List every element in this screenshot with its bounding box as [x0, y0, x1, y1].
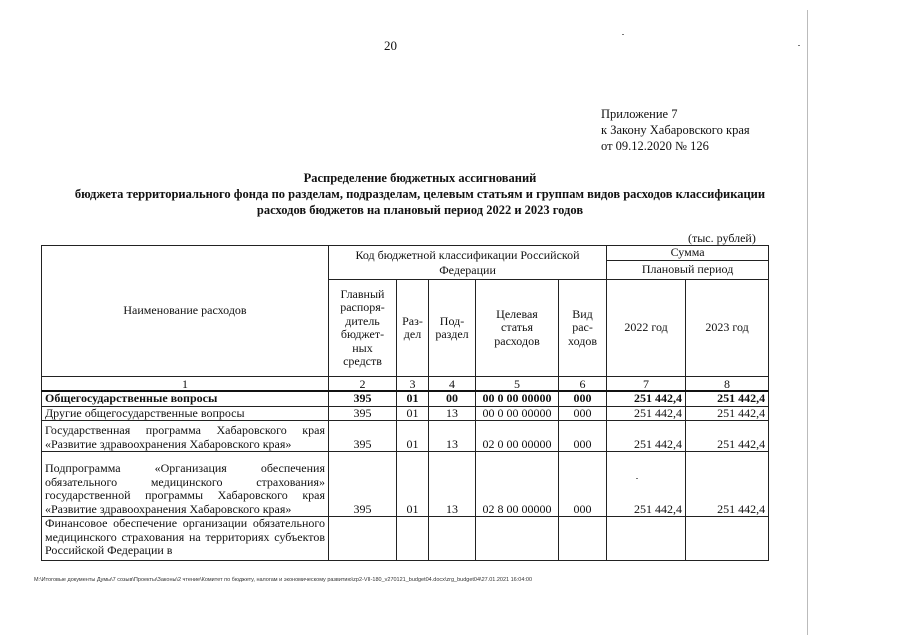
- units-label: (тыс. рублей): [688, 231, 756, 245]
- row-type: 000: [559, 406, 607, 421]
- row-subsection: 13: [429, 452, 476, 517]
- footer-file-path: M:\Итоговые документы Думы\7 созыв\Проекты\Законы\2 чтение\Комитет по бюджету, налогам и экономическому развитию\zp2-VII-180_v270121_budget04.docx\zrg_budget04\27.01.2021 16:04:00: [34, 577, 533, 583]
- row-admin: 395: [329, 391, 397, 406]
- row-amount-2022: 251 442,4: [607, 421, 686, 452]
- table-row: [42, 421, 769, 452]
- appendix-line-3: от 09.12.2020 № 126: [601, 139, 709, 153]
- row-amount-2023: 251 442,4: [686, 452, 769, 517]
- row-article: 02 8 00 00000: [476, 452, 559, 517]
- row-name: Общегосударственные вопросы: [42, 391, 329, 406]
- row-subsection: [429, 517, 476, 561]
- row-type: 000: [559, 421, 607, 452]
- document-title: [30, 170, 810, 218]
- row-name: Другие общегосударственные вопросы: [42, 406, 329, 421]
- page-edge-line: [807, 10, 808, 635]
- row-section: 01: [397, 421, 429, 452]
- row-section: [397, 517, 429, 561]
- header-expense-type: Вид рас-ходов: [559, 280, 607, 377]
- row-section: 01: [397, 391, 429, 406]
- row-amount-2022: 251 442,4: [607, 452, 686, 517]
- row-article: [476, 517, 559, 561]
- row-type: 000: [559, 391, 607, 406]
- row-amount-2022: [607, 517, 686, 561]
- table-row: [42, 406, 769, 421]
- header-target-article: Целевая статья расходов: [476, 280, 559, 377]
- row-name: Финансовое обеспечение организации обязательного медицинского страхования на территориях субъектов Российской Федерации в: [42, 517, 329, 561]
- row-type: [559, 517, 607, 561]
- column-number-row: [42, 377, 769, 392]
- column-number: 8: [686, 377, 769, 392]
- row-amount-2023: 251 442,4: [686, 421, 769, 452]
- table-row: [42, 452, 769, 517]
- title-line-3: расходов бюджетов на плановый период 2022 и 2023 годов: [256, 203, 584, 217]
- title-line-1: Распределение бюджетных ассигнований: [303, 171, 537, 185]
- row-amount-2023: [686, 517, 769, 561]
- header-sum: Сумма: [607, 246, 769, 261]
- row-article: 02 0 00 00000: [476, 421, 559, 452]
- row-subsection: 00: [429, 391, 476, 406]
- header-main-admin: Главный распоря-дитель бюджет-ных средств: [329, 280, 397, 377]
- row-article: 00 0 00 00000: [476, 391, 559, 406]
- header-name: Наименование расходов: [42, 246, 329, 377]
- column-number: 5: [476, 377, 559, 392]
- column-number: 4: [429, 377, 476, 392]
- title-line-2: бюджета территориального фонда по разделам, подразделам, целевым статьям и группам видов расходов классификации: [74, 187, 766, 201]
- row-subsection: 13: [429, 406, 476, 421]
- header-year-2022: 2022 год: [607, 280, 686, 377]
- header-year-2023: 2023 год: [686, 280, 769, 377]
- appendix-line-2: к Закону Хабаровского края: [601, 123, 750, 137]
- column-number: 2: [329, 377, 397, 392]
- appendix-header: [601, 106, 750, 154]
- row-article: 00 0 00 00000: [476, 406, 559, 421]
- row-subsection: 13: [429, 421, 476, 452]
- page-number: 20: [384, 38, 397, 53]
- budget-table: [41, 245, 769, 561]
- row-amount-2022: 251 442,4: [607, 391, 686, 406]
- row-amount-2023: 251 442,4: [686, 391, 769, 406]
- row-section: 01: [397, 452, 429, 517]
- table-row: [42, 517, 769, 561]
- row-amount-2022: 251 442,4: [607, 406, 686, 421]
- header-subsection: Под-раздел: [429, 280, 476, 377]
- row-name: Подпрограмма «Организация обеспечения обязательного медицинского страхования» государственной программы Хабаровского края «Развитие здравоохранения Хабаровского края»: [42, 452, 329, 517]
- column-number: 6: [559, 377, 607, 392]
- row-type: 000: [559, 452, 607, 517]
- table-row: [42, 391, 769, 406]
- row-admin: 395: [329, 406, 397, 421]
- row-section: 01: [397, 406, 429, 421]
- row-admin: [329, 517, 397, 561]
- row-name: Государственная программа Хабаровского края «Развитие здравоохранения Хабаровского края»: [42, 421, 329, 452]
- row-amount-2023: 251 442,4: [686, 406, 769, 421]
- scan-speck: [622, 34, 624, 35]
- header-planned-period: Плановый период: [607, 261, 769, 280]
- column-number: 1: [42, 377, 329, 392]
- scan-speck: [798, 45, 800, 46]
- header-section: Раз-дел: [397, 280, 429, 377]
- appendix-line-1: Приложение 7: [601, 107, 678, 121]
- column-number: 3: [397, 377, 429, 392]
- header-code-group: Код бюджетной классификации Российской Федерации: [329, 246, 607, 280]
- row-admin: 395: [329, 421, 397, 452]
- row-admin: 395: [329, 452, 397, 517]
- column-number: 7: [607, 377, 686, 392]
